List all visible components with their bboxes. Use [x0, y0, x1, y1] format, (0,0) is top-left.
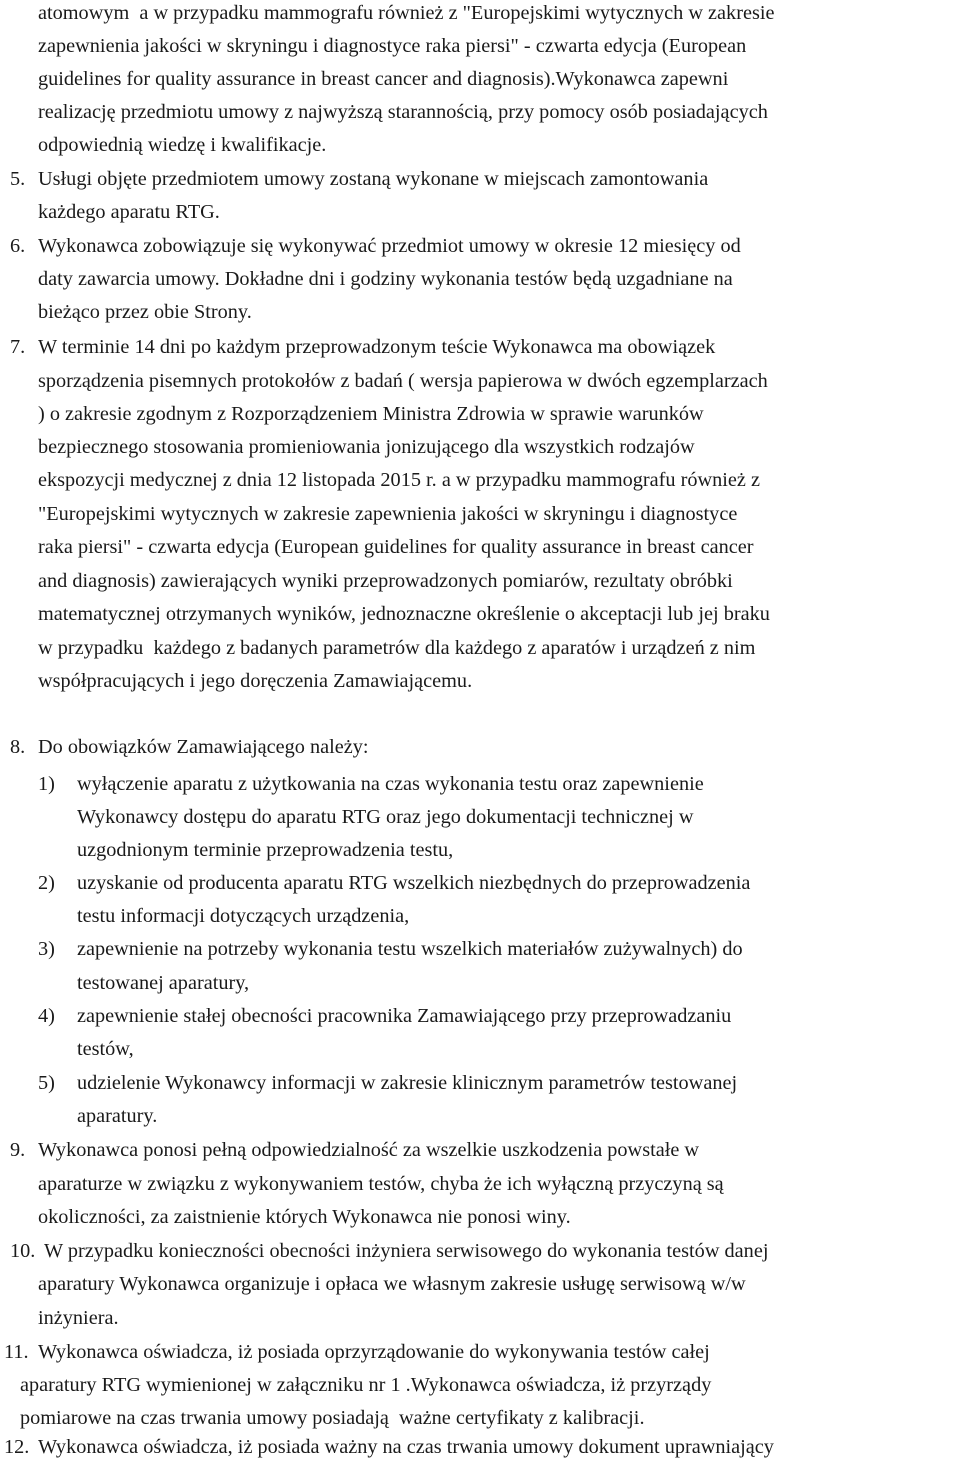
item11-line: Wykonawca oświadcza, iż posiada oprzyrządowanie do wykonywania testów całej: [38, 1341, 710, 1363]
intro-line: guidelines for quality assurance in breast cancer and diagnosis).Wykonawca zapewni: [38, 68, 729, 90]
item7-line: raka piersi" - czwarta edycja (European guidelines for quality assurance in breast cancer: [38, 536, 754, 558]
item6-line: bieżąco przez obie Strony.: [38, 301, 252, 323]
item7-line: matematycznej otrzymanych wyników, jednoznaczne określenie o akceptacji lub jej braku: [38, 603, 770, 625]
subitem5-line: udzielenie Wykonawcy informacji w zakresie klinicznym parametrów testowanej: [77, 1072, 738, 1094]
item-number-9: 9.: [10, 1139, 26, 1161]
item9-line: Wykonawca ponosi pełną odpowiedzialność za wszelkie uszkodzenia powstałe w: [38, 1139, 700, 1161]
intro-line: realizację przedmiotu umowy z najwyższą starannością, przy pomocy osób posiadających: [38, 101, 768, 123]
item6-line: daty zawarcia umowy. Dokładne dni i godziny wykonania testów będą uzgadniane na: [38, 268, 733, 290]
subitem1-line: wyłączenie aparatu z użytkowania na czas wykonania testu oraz zapewnienie: [77, 773, 704, 795]
item8-heading: Do obowiązków Zamawiającego należy:: [38, 736, 369, 758]
item7-line: "Europejskimi wytycznych w zakresie zapewnienia jakości w skryningu i diagnostyce: [38, 503, 738, 525]
item9-line: okoliczności, za zaistnienie których Wykonawca nie ponosi winy.: [38, 1206, 571, 1228]
item9-line: aparaturze w związku z wykonywaniem testów, chyba że ich wyłączną przyczyną są: [38, 1173, 724, 1195]
item10-line: inżyniera.: [38, 1307, 119, 1329]
item7-line: bezpiecznego stosowania promieniowania jonizującego dla wszystkich rodzajów: [38, 436, 695, 458]
item-number-7: 7.: [10, 336, 26, 358]
intro-line: atomowym a w przypadku mammografu również z "Europejskimi wytycznych w zakresie: [38, 2, 775, 24]
item5-line: Usługi objęte przedmiotem umowy zostaną wykonane w miejscach zamontowania: [38, 168, 709, 190]
item-number-12: 12.: [4, 1436, 30, 1458]
item5-line: każdego aparatu RTG.: [38, 201, 220, 223]
subitem-number-2: 2): [38, 872, 55, 894]
subitem-number-1: 1): [38, 773, 55, 795]
item11-line: pomiarowe na czas trwania umowy posiadają ważne certyfikaty z kalibracji.: [20, 1407, 645, 1429]
subitem2-line: testu informacji dotyczących urządzenia,: [77, 905, 410, 927]
item7-line: w przypadku każdego z badanych parametrów dla każdego z aparatów i urządzeń z nim: [38, 637, 756, 659]
subitem1-line: uzgodnionym terminie przeprowadzenia testu,: [77, 839, 454, 861]
subitem2-line: uzyskanie od producenta aparatu RTG wszelkich niezbędnych do przeprowadzenia: [77, 872, 751, 894]
item7-line: W terminie 14 dni po każdym przeprowadzonym teście Wykonawca ma obowiązek: [38, 336, 716, 358]
item12-line: Wykonawca oświadcza, iż posiada ważny na czas trwania umowy dokument uprawniający: [38, 1436, 774, 1458]
subitem-number-5: 5): [38, 1072, 55, 1094]
item10-line: aparatury Wykonawca organizuje i opłaca we własnym zakresie usługę serwisową w/w: [38, 1273, 746, 1295]
subitem3-line: zapewnienie na potrzeby wykonania testu wszelkich materiałów zużywalnych) do: [77, 938, 743, 960]
item7-line: ekspozycji medycznej z dnia 12 listopada 2015 r. a w przypadku mammografu również z: [38, 469, 761, 491]
subitem1-line: Wykonawcy dostępu do aparatu RTG oraz jego dokumentacji technicznej w: [77, 806, 694, 828]
subitem4-line: testów,: [77, 1038, 134, 1060]
item-number-11: 11.: [4, 1341, 29, 1363]
intro-line: zapewnienia jakości w skryningu i diagnostyce raka piersi" - czwarta edycja (European: [38, 35, 747, 57]
item7-line: ) o zakresie zgodnym z Rozporządzeniem Ministra Zdrowia w sprawie warunków: [38, 403, 704, 425]
item-number-5: 5.: [10, 168, 26, 190]
subitem3-line: testowanej aparatury,: [77, 972, 250, 994]
item-number-10: 10.: [10, 1240, 36, 1262]
item11-line: aparatury RTG wymienionej w załączniku nr 1 .Wykonawca oświadcza, iż przyrządy: [20, 1374, 712, 1396]
intro-line: odpowiednią wiedzę i kwalifikacje.: [38, 134, 327, 156]
item-number-8: 8.: [10, 736, 26, 758]
subitem4-line: zapewnienie stałej obecności pracownika Zamawiającego przy przeprowadzaniu: [77, 1005, 732, 1027]
item7-line: sporządzenia pisemnych protokołów z badań ( wersja papierowa w dwóch egzemplarzach: [38, 370, 768, 392]
subitem-number-3: 3): [38, 938, 55, 960]
item-number-6: 6.: [10, 235, 26, 257]
item6-line: Wykonawca zobowiązuje się wykonywać przedmiot umowy w okresie 12 miesięcy od: [38, 235, 741, 257]
subitem5-line: aparatury.: [77, 1105, 158, 1127]
subitem-number-4: 4): [38, 1005, 55, 1027]
item10-line: W przypadku konieczności obecności inżyniera serwisowego do wykonania testów danej: [44, 1240, 769, 1262]
item7-line: and diagnosis) zawierających wyniki przeprowadzonych pomiarów, rezultaty obróbki: [38, 570, 733, 592]
item7-line: współpracujących i jego doręczenia Zamawiającemu.: [38, 670, 473, 692]
